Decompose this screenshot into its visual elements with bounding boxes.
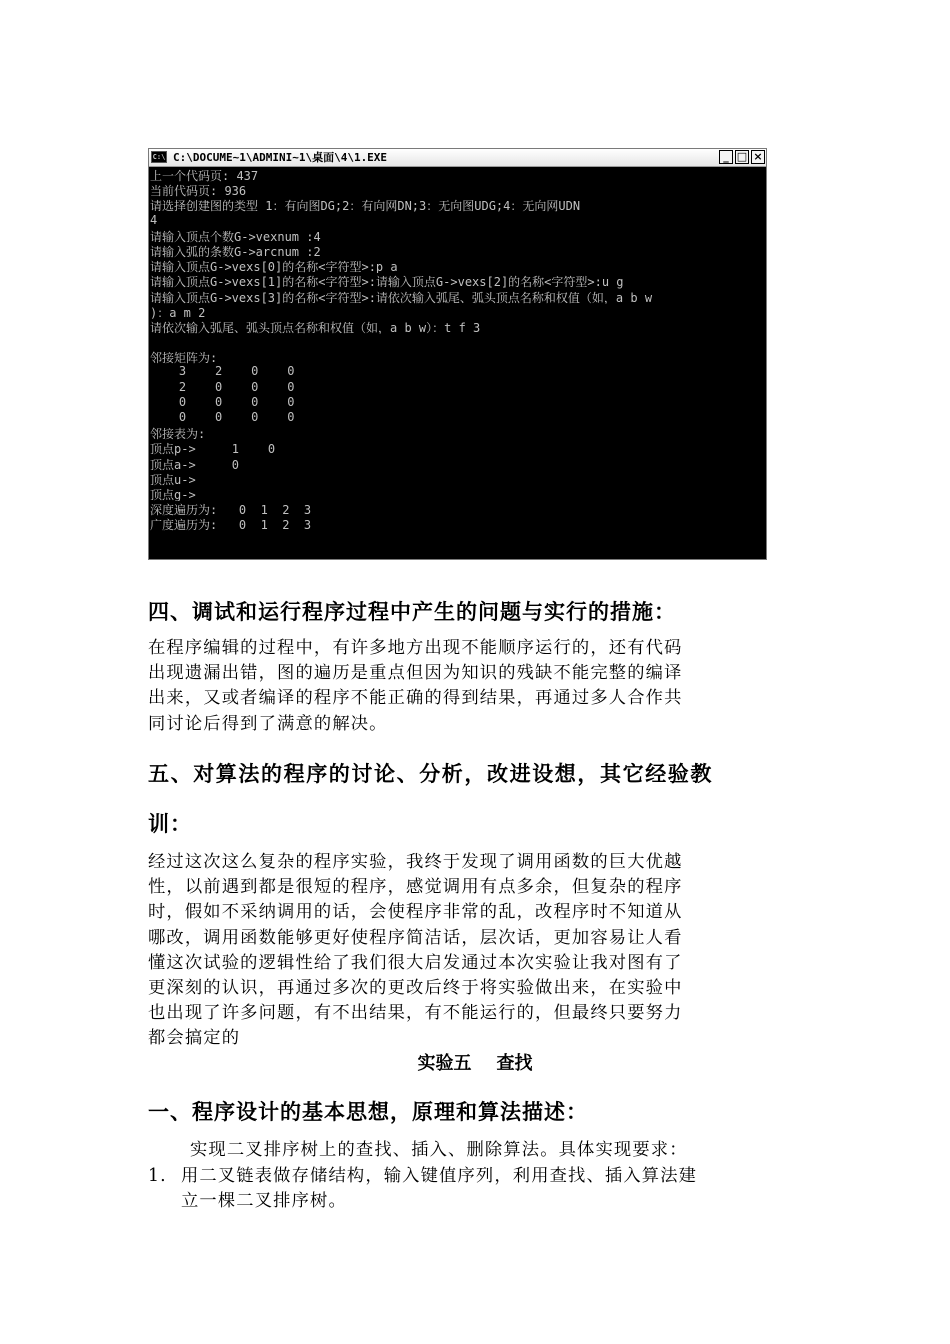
console-line: 4	[150, 212, 158, 227]
section5-heading: 五、对算法的程序的讨论、分析，改进设想，其它经验教	[148, 761, 713, 786]
console-line: 请输入顶点G->vexs[3]的名称<字符型>:请依次输入弧尾、弧头顶点名称和权值（如，a b w	[150, 290, 653, 304]
experiment-title: 实验五 查找	[417, 1053, 533, 1074]
console-line: 邻接表为:	[150, 427, 206, 441]
console-line: 顶点a-> 0	[150, 457, 240, 471]
console-line: 深度遍历为: 0 1 2 3	[150, 503, 312, 517]
console-line: 顶点u->	[150, 472, 196, 486]
section5-paragraph	[148, 850, 683, 1052]
section5-heading-cont: 训：	[148, 811, 192, 836]
list-item-line: 用二叉链表做存储结构，输入键值序列，利用查找、插入算法建	[181, 1166, 698, 1186]
console-line: 0 0 0 0	[150, 394, 295, 409]
console-line: 2 0 0 0	[150, 379, 295, 394]
console-window	[148, 148, 767, 560]
list-item-number: 1.	[148, 1166, 167, 1186]
console-line: 请依次输入弧尾、弧头顶点名称和权值（如，a b w）：t f 3	[150, 320, 481, 335]
console-line: )：a m 2	[150, 305, 206, 319]
paragraph-line: 出来，又或者编译的程序不能正确的得到结果，再通过多人合作共	[148, 688, 683, 709]
paragraph-line: 出现遗漏出错，图的遍历是重点但因为知识的残缺不能完整的编译	[148, 663, 683, 684]
paragraph-line: 哪改，调用函数能够更好使程序简洁话，层次话，更加容易让人看	[148, 927, 683, 948]
console-line	[150, 334, 766, 349]
console-line: 广度遍历为: 0 1 2 3	[150, 518, 312, 532]
console-output	[149, 167, 766, 559]
paragraph-line: 同讨论后得到了满意的解决。	[148, 713, 388, 734]
paragraph-line: 性，以前遇到都是很短的程序，感觉调用有点多余，但复杂的程序	[148, 877, 683, 898]
console-line: 顶点g->	[150, 487, 196, 502]
paragraph-line: 在程序编辑的过程中，有许多地方出现不能顺序运行的，还有代码	[148, 638, 683, 658]
console-titlebar[interactable]	[149, 149, 766, 167]
section4-heading: 四、调试和运行程序过程中产生的问题与实行的措施：	[148, 599, 676, 624]
paragraph-line: 也出现了许多问题，有不出结果，有不能运行的，但最终只要努力	[148, 1003, 683, 1024]
section4-paragraph	[148, 636, 683, 737]
console-line: 邻接矩阵为:	[150, 351, 218, 365]
maximize-button[interactable]: □	[736, 150, 748, 163]
console-line: 请输入顶点G->vexs[0]的名称<字符型>:p a	[150, 260, 398, 274]
console-line: 请输入顶点G->vexs[1]的名称<字符型>:请输入顶点G->vexs[2]的名称<字符型>:u g	[150, 275, 624, 289]
console-line: 请输入顶点个数G->vexnum :4	[150, 229, 321, 243]
paragraph-line: 经过这次这么复杂的程序实验，我终于发现了调用函数的巨大优越	[148, 852, 683, 872]
paragraph-line: 时，假如不采纳调用的话，会使程序非常的乱，改程序时不知道从	[148, 902, 683, 923]
list-item-line: 立一棵二叉排序树。	[181, 1191, 347, 1212]
paragraph-line: 懂这次试验的逻辑性给了我们很大启发通过本次实验让我对图有了	[148, 952, 683, 973]
console-app-icon: C:\	[152, 153, 166, 161]
console-line: 3 2 0 0	[150, 364, 295, 379]
minimize-button[interactable]: _	[719, 150, 733, 164]
console-line: 0 0 0 0	[150, 410, 295, 424]
paragraph-line: 更深刻的认识，再通过多次的更改后终于将实验做出来，在实验中	[148, 977, 683, 998]
section1-intro: 实现二叉排序树上的查找、插入、删除算法。具体实现要求：	[190, 1140, 688, 1160]
section1-heading: 一、程序设计的基本思想，原理和算法描述：	[148, 1099, 588, 1124]
console-line: 请输入弧的条数G->arcnum :2	[150, 244, 321, 259]
console-title: C:\DOCUME~1\ADMINI~1\桌面\4\1.EXE	[173, 151, 388, 164]
console-line: 请选择创建图的类型 1：有向图DG;2：有向网DN;3：无向图UDG;4：无向网UDN	[150, 199, 581, 213]
close-button[interactable]: ×	[751, 150, 765, 164]
console-line: 顶点p-> 1 0	[150, 442, 276, 456]
console-line: 上一个代码页: 437	[150, 169, 259, 183]
paragraph-line: 都会搞定的	[148, 1028, 241, 1049]
console-line: 当前代码页: 936	[150, 184, 247, 198]
list-item	[181, 1164, 697, 1214]
